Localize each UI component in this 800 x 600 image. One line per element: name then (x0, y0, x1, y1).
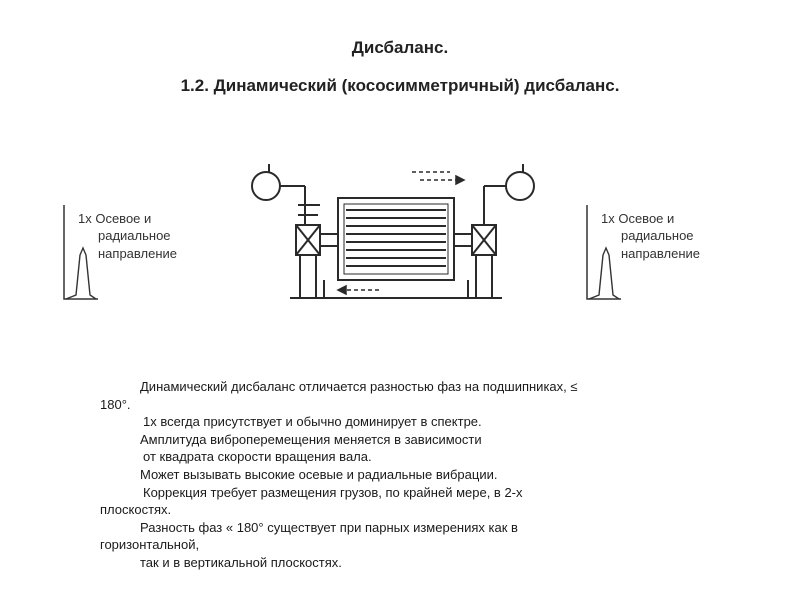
text-line: Разность фаз « 180° существует при парных измерениях как в (140, 519, 518, 535)
spectrum-right-label-1: 1x Осевое и (601, 211, 675, 226)
spectrum-left-label-3: направление (98, 246, 178, 261)
text-line: Может вызывать высокие осевые и радиальные вибрации. (140, 466, 498, 482)
text-line: 180°. (100, 396, 131, 412)
description-text (100, 378, 660, 572)
spectrum-left-label-2: радиальное (98, 228, 171, 243)
rotor-diagram (240, 150, 560, 315)
text-line: Амплитуда виброперемещения меняется в зависимости (140, 431, 482, 447)
text-line: так и в вертикальной плоскостях. (140, 554, 342, 570)
text-line: от квадрата скорости вращения вала. (143, 449, 372, 465)
spectrum-right-label-3: направление (621, 246, 701, 261)
text-line: плоскостях. (100, 502, 172, 518)
page-title: Дисбаланс. (351, 38, 449, 57)
text-line: горизонтальной, (100, 537, 200, 553)
spectrum-right (583, 205, 733, 305)
spectrum-right-label-2: радиальное (621, 228, 694, 243)
spectrum-left-label-1: 1x Осевое и (78, 211, 152, 226)
text-line: 1x всегда присутствует и обычно доминирует в спектре. (143, 414, 482, 430)
text-line: Коррекция требует размещения грузов, по крайней мере, в 2-х (143, 484, 523, 500)
rotor-with-bearings-and-phase-sensors-icon (240, 150, 560, 310)
text-line: Динамический дисбаланс отличается разностью фаз на подшипниках, ≤ (140, 379, 578, 394)
spectrum-left (60, 205, 210, 305)
section-heading: 1.2. Динамический (кососимметричный) дисбаланс. (180, 76, 620, 95)
